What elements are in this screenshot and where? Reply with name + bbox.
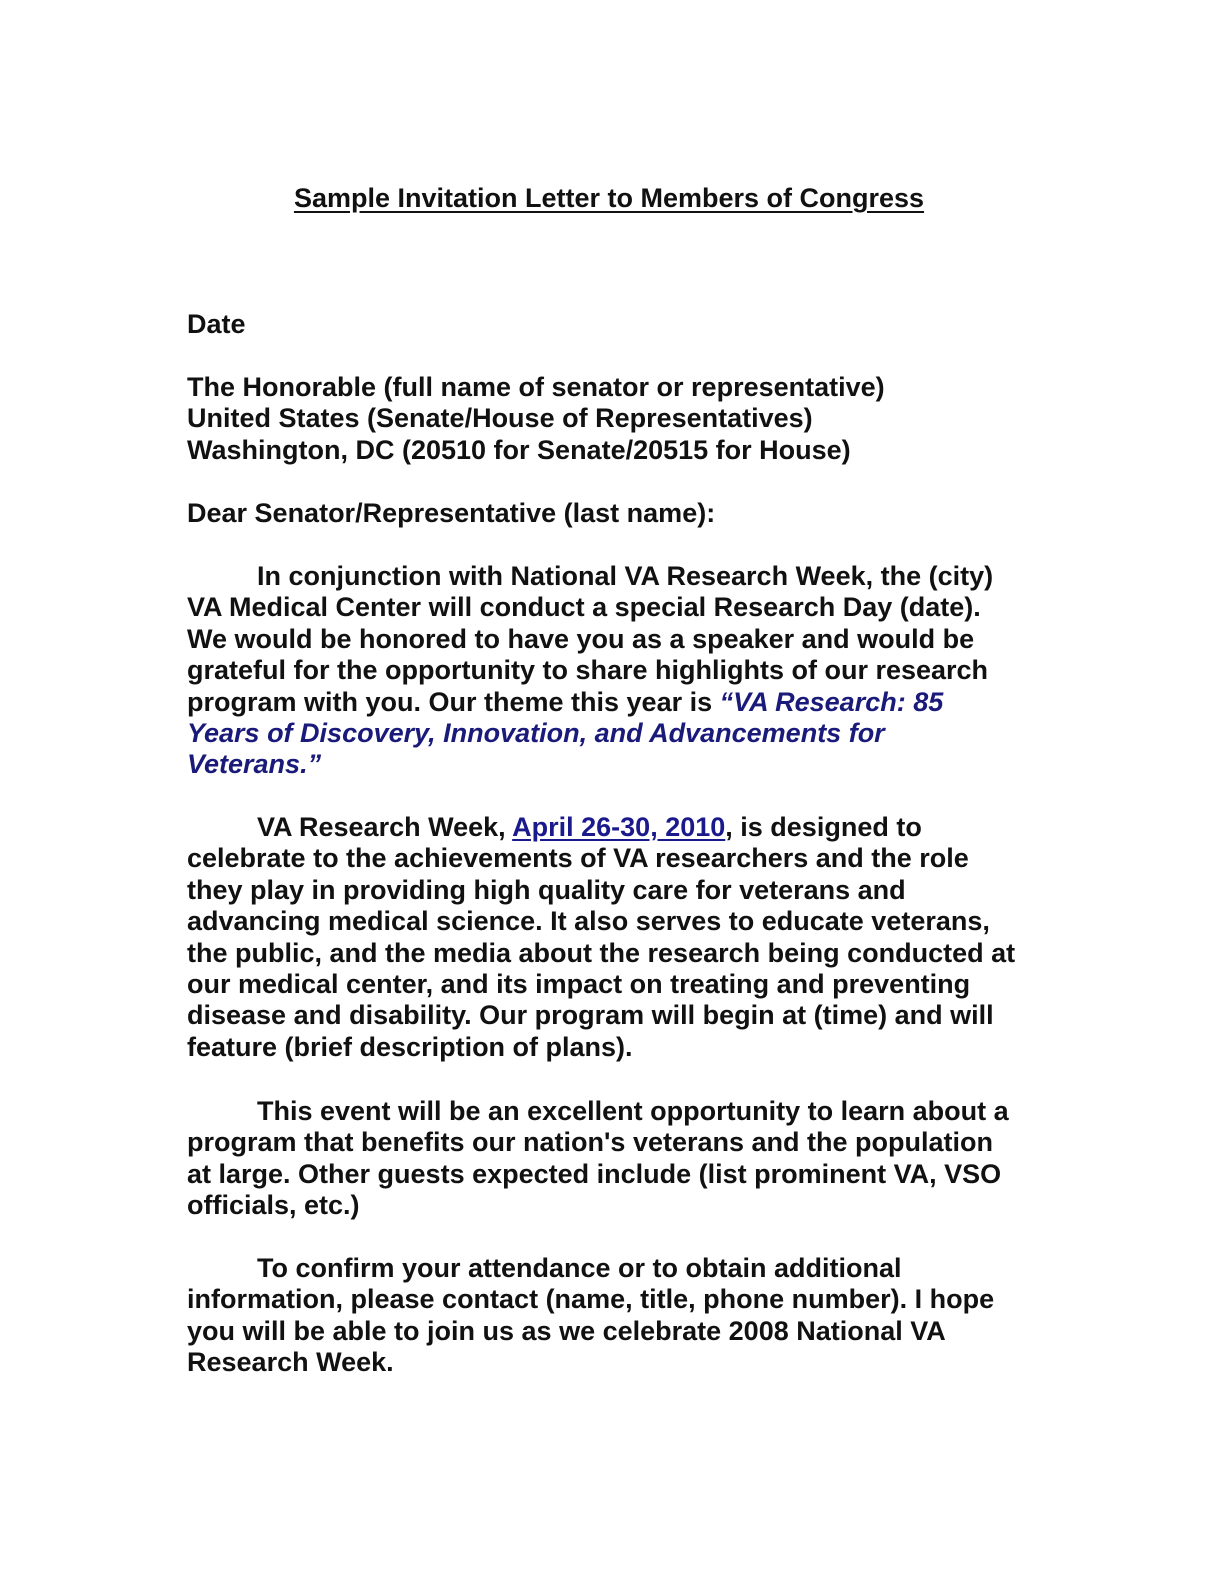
- address-line-name: The Honorable (full name of senator or representative): [187, 372, 885, 402]
- paragraph-line: Research Week.: [187, 1347, 394, 1378]
- date-placeholder: Date: [187, 309, 246, 339]
- paragraph-line: celebrate to the achievements of VA researchers and the role: [187, 843, 969, 874]
- paragraph-line: officials, etc.): [187, 1190, 360, 1221]
- salutation: Dear Senator/Representative (last name):: [187, 498, 716, 528]
- paragraph-line: [187, 812, 1037, 843]
- theme-text: “VA Research: 85: [719, 686, 944, 717]
- theme-text: Years of Discovery, Innovation, and Advancements for: [187, 718, 885, 749]
- research-week-date-link[interactable]: April 26-30, 2010: [512, 812, 726, 842]
- paragraph-line: [187, 687, 1037, 718]
- paragraph-prefix: VA Research Week,: [257, 812, 513, 842]
- theme-text: Veterans.”: [187, 749, 322, 780]
- theme-intro: program with you. Our theme this year is: [187, 686, 720, 717]
- paragraph-line: VA Medical Center will conduct a special Research Day (date).: [187, 592, 981, 623]
- paragraph-suffix: , is designed to: [725, 812, 922, 842]
- recipient-address: [187, 372, 1037, 466]
- paragraph-line: In conjunction with National VA Research Week, the (city): [257, 561, 994, 591]
- paragraph-line: feature (brief description of plans).: [187, 1031, 633, 1062]
- paragraph-line: advancing medical science. It also serves to educate veterans,: [187, 906, 990, 937]
- address-line-city: Washington, DC (20510 for Senate/20515 for House): [187, 434, 851, 465]
- paragraph-line: the public, and the media about the research being conducted at: [187, 937, 1016, 968]
- paragraph-line: To confirm your attendance or to obtain additional: [257, 1253, 902, 1283]
- paragraph-invitation: [187, 561, 1037, 781]
- address-line-chamber: United States (Senate/House of Representatives): [187, 403, 813, 434]
- paragraph-line: grateful for the opportunity to share highlights of our research: [187, 655, 989, 686]
- paragraph-line: This event will be an excellent opportunity to learn about a: [257, 1096, 1009, 1126]
- paragraph-event-opportunity: [187, 1096, 1037, 1222]
- paragraph-line: program that benefits our nation's veterans and the population: [187, 1127, 993, 1158]
- paragraph-line: information, please contact (name, title, phone number). I hope: [187, 1284, 995, 1315]
- paragraph-line: disease and disability. Our program will begin at (time) and will: [187, 1000, 994, 1031]
- paragraph-line: you will be able to join us as we celebrate 2008 National VA: [187, 1315, 946, 1346]
- paragraph-research-week: [187, 812, 1037, 1063]
- document-title: Sample Invitation Letter to Members of Congress: [293, 183, 925, 213]
- paragraph-line: our medical center, and its impact on treating and preventing: [187, 969, 971, 1000]
- paragraph-line: they play in providing high quality care for veterans and: [187, 874, 906, 905]
- paragraph-confirm-attendance: [187, 1253, 1037, 1379]
- paragraph-line: We would be honored to have you as a speaker and would be: [187, 623, 975, 654]
- paragraph-line: at large. Other guests expected include (list prominent VA, VSO: [187, 1158, 1002, 1189]
